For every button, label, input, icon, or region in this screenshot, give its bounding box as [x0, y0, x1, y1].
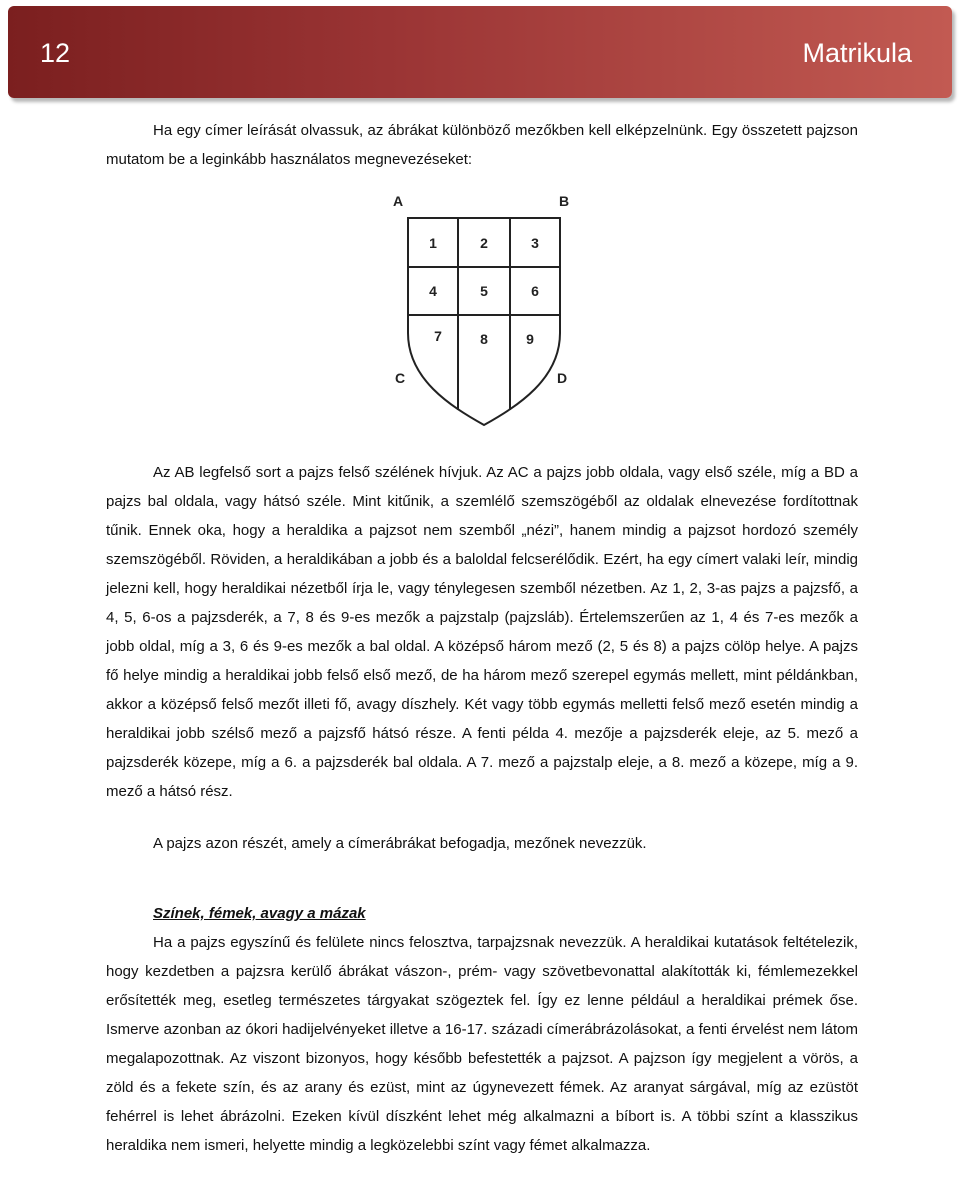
field-label: 7: [434, 328, 442, 344]
field-label: 1: [429, 235, 437, 251]
page-title: Matrikula: [802, 38, 912, 68]
page-number: 12: [40, 38, 71, 68]
intro-paragraph: Ha egy címer leírását olvassuk, az ábrákat különböző mezőkben kell elképzelnünk. Egy összetett pajzson mutatom be a leginkább használatos megnevezéseket:: [106, 122, 858, 168]
field-label: 3: [531, 235, 539, 251]
corner-label-a: A: [392, 193, 404, 209]
field-label: 6: [531, 283, 539, 299]
corner-label-c: C: [394, 370, 406, 386]
body-paragraph: Az AB legfelső sort a pajzs felső szélének hívjuk. Az AC a pajzs jobb oldala, vagy első széle, míg a BD a pajzs bal oldala, vagy hátsó széle. Mint kitűnik, a szemlélő szemszögéből az oldalak elnevezése fordítottnak tűnik. Ennek oka, hogy a heraldika a pajzsot nem szemből „nézi”, hanem mindig a pajzsot hordozó személy szemszögéből. Röviden, a heraldikában a jobb és a baloldal felcserélődik. Ezért, ha egy címert valaki leír, mindig jelezni kell, hogy heraldikai nézetből írja le, vagy ténylegesen szemből nézetben. Az 1, 2, 3-as pajzs a pajzsfő, a 4, 5, 6-os a pajzsderék, a 7, 8 és 9-es mezők a pajzstalp (pajzsláb). Értelemszerűen az 1, 4 és 7-es mezők a jobb oldal, míg a 3, 6 és 9-es mezők a bal oldal. A középső három mező (2, 5 és 8) a pajzs cölöp helye. A pajzs fő helye mindig a heraldikai jobb felső első mező, de ha három mező szerepel egymás mellett, mint példánkban, akkor a középső felső mezőt illeti fő, avagy díszhely. Két vagy több egymás melletti felső mező esetén mindig a heraldikai jobb szélső mező a pajzsfő hátsó része. A fenti példa 4. mezője a pajzsderék eleje, az 5. mező a pajzsderék közepe, míg a 6. a pajzsderék bal oldala. A 7. mező a pajzstalp eleje, a 8. mező a közepe, míg a 9. mező a hátsó rész.: [106, 464, 858, 800]
shield-figure: [106, 191, 858, 441]
corner-label-b: B: [558, 193, 570, 209]
body-paragraph: Ha a pajzs egyszínű és felülete nincs felosztva, tarpajzsnak nevezzük. A heraldikai kutatások feltételezik, hogy kezdetben a pajzsra kerülő ábrákat vászon-, prém- vagy szövetbevonattal alakították ki, fémlemezekkel erősítették meg, esetleg természetes tárgyakat szögeztek fel. Így ez lenne például a heraldikai prémek őse. Ismerve azonban az ókori hadijelvényeket illetve a 16-17. századi címerábrázolásokat, a fenti érvelést nem látom megalapozottnak. Az viszont bizonyos, hogy később befestették a pajzsot. A pajzson így megjelent a vörös, a zöld és a fekete szín, és az arany és ezüst, mint az úgynevezett fémek. Az aranyat sárgával, míg az ezüstöt fehérrel is lehet ábrázolni. Ezeken kívül díszként lehet még alkalmazni a bíbort is. A többi színt a klasszikus heraldika nem ismeri, helyette mindig a legközelebbi színt vagy fémet alkalmazza.: [106, 934, 858, 1154]
field-label: 8: [480, 331, 488, 347]
page-content: [106, 116, 858, 1160]
shield-diagram: [386, 191, 586, 441]
page-header: [8, 6, 952, 98]
corner-label-d: D: [556, 370, 568, 386]
field-label: 5: [480, 283, 488, 299]
section-heading: Színek, fémek, avagy a mázak: [153, 905, 366, 922]
field-label: 4: [429, 283, 437, 299]
field-label: 2: [480, 235, 488, 251]
body-paragraph: A pajzs azon részét, amely a címerábrákat befogadja, mezőnek nevezzük.: [153, 835, 647, 852]
field-label: 9: [526, 331, 534, 347]
